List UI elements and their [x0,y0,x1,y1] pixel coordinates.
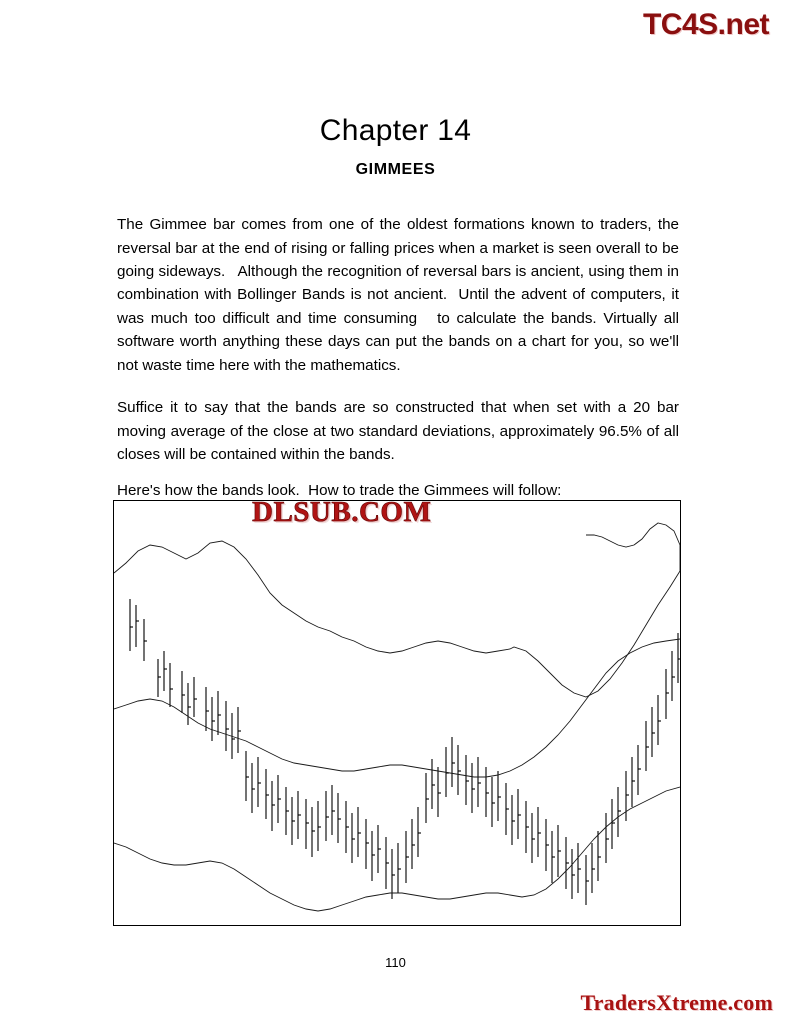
lower-band [114,787,680,911]
watermark-top-right: TC4S.net [642,8,769,41]
watermark-chart-overlay: DLSUB.COM [252,496,432,528]
page-number: 110 [385,955,406,970]
bollinger-bands-chart [113,500,681,926]
paragraph-2: Suffice it to say that the bands are so constructed that when set with a 20 bar moving average of the close at two standard deviations, approximately 96.5% of all closes will be contained within the bands. [117,399,684,463]
paragraph-3: Here's how the bands look. How to trade the Gimmees will follow: [117,482,562,500]
chapter-title: Chapter 14 [319,114,472,148]
watermark-bottom-right: TradersXtreme.com [580,990,773,1015]
middle-band [114,639,680,777]
upper-band [114,523,680,697]
price-bars [130,571,680,905]
paragraph-1: The Gimmee bar comes from one of the oldest formations known to traders, the reversal bar at the end of rising or falling prices when a market is seen overall to be going sideways. Although the recognition of reversal bars is ancient, using them in combination with Bollinger Bands is not ancient. Until the advent of computers, it was much too difficult and time consuming to calculate the bands. Virtually all software worth anything these days can put the bands on a chart for you, so we'll not waste time here with the mathematics. [117,216,684,374]
chart-canvas [114,501,680,925]
band-lines [114,523,680,911]
section-title: GIMMEES [355,161,436,179]
